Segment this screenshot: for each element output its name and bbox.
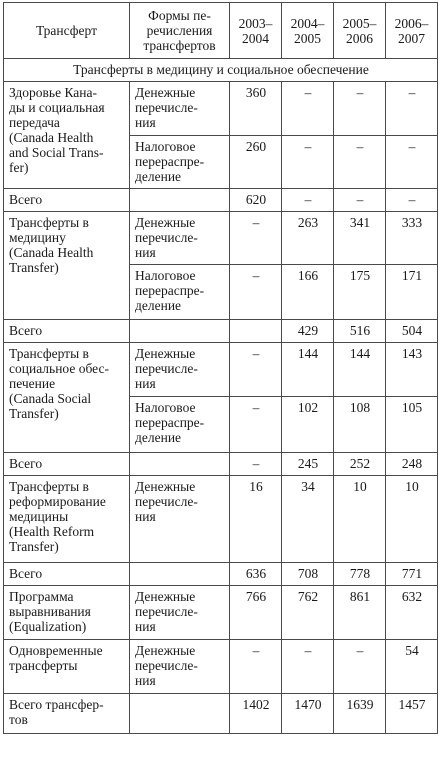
transfer-name: Трансферты в реформирование медицины (Health Reform Transfer) [4,476,130,563]
transfer-name: Здоровье Кана- ды и социальная передача (Canada Health and Social Trans- fer) [4,82,130,189]
total-row [4,320,438,343]
transfer-form: Налоговое перераспре- деление [130,136,230,189]
value-2003-2004: 16 [230,476,282,563]
transfer-name: Программа выравнивания (Equalization) [4,586,130,640]
value-2005-2006: 778 [334,563,386,586]
value-2003-2004: – [230,265,282,320]
section-row [4,59,438,82]
value-2003-2004: – [230,453,282,476]
value-2003-2004: 636 [230,563,282,586]
value-2006-2007: 171 [386,265,438,320]
transfer-form: Налоговое перераспре- деление [130,265,230,320]
value-2005-2006: – [334,82,386,136]
transfer-form: Денежные перечисле- ния [130,640,230,694]
value-2005-2006: 175 [334,265,386,320]
table-row [4,82,438,136]
value-2004-2005: 708 [282,563,334,586]
total-label: Всего [4,563,130,586]
value-2006-2007: 105 [386,397,438,453]
value-2003-2004: 1402 [230,694,282,734]
value-2006-2007: – [386,82,438,136]
value-2004-2005: 166 [282,265,334,320]
value-2003-2004: 260 [230,136,282,189]
transfer-form: Денежные перечисле- ния [130,82,230,136]
total-row [4,453,438,476]
value-2003-2004: – [230,640,282,694]
total-row [4,563,438,586]
value-2004-2005: 245 [282,453,334,476]
total-label: Всего [4,189,130,212]
value-2004-2005: 144 [282,343,334,397]
transfers-table [3,2,438,734]
value-2004-2005: 1470 [282,694,334,734]
value-2005-2006: 516 [334,320,386,343]
value-2005-2006: 252 [334,453,386,476]
transfer-form: Денежные перечисле- ния [130,586,230,640]
table-row [4,476,438,563]
value-2005-2006: – [334,189,386,212]
header-year-2006-2007: 2006– 2007 [386,3,438,59]
table-row [4,343,438,397]
value-2006-2007: 54 [386,640,438,694]
table-row [4,212,438,265]
value-2004-2005: 34 [282,476,334,563]
transfer-form [130,189,230,212]
transfer-form: Денежные перечисле- ния [130,343,230,397]
value-2003-2004: – [230,397,282,453]
value-2006-2007: – [386,189,438,212]
table-row [4,640,438,694]
value-2004-2005: 762 [282,586,334,640]
table-row [4,586,438,640]
value-2003-2004: 766 [230,586,282,640]
value-2006-2007: 632 [386,586,438,640]
grand-total-label: Всего трансфер- тов [4,694,130,734]
value-2003-2004: 360 [230,82,282,136]
value-2004-2005: – [282,136,334,189]
value-2005-2006: 144 [334,343,386,397]
transfer-form: Денежные перечисле- ния [130,212,230,265]
transfer-name: Трансферты в социальное обес- печение (Canada Social Transfer) [4,343,130,453]
value-2006-2007: 1457 [386,694,438,734]
value-2006-2007: 504 [386,320,438,343]
value-2004-2005: – [282,189,334,212]
transfer-form [130,320,230,343]
value-2005-2006: 1639 [334,694,386,734]
transfer-name: Трансферты в медицину (Canada Health Transfer) [4,212,130,320]
header-row [4,3,438,59]
value-2005-2006: 861 [334,586,386,640]
value-2003-2004: 620 [230,189,282,212]
header-year-2003-2004: 2003– 2004 [230,3,282,59]
value-2004-2005: – [282,640,334,694]
header-transfer: Трансферт [4,3,130,59]
value-2005-2006: 10 [334,476,386,563]
section-title: Трансферты в медицину и социальное обеспечение [4,59,438,82]
value-2006-2007: 248 [386,453,438,476]
header-forms: Формы пе- речисления трансфертов [130,3,230,59]
value-2006-2007: 10 [386,476,438,563]
transfer-form [130,453,230,476]
total-label: Всего [4,453,130,476]
value-2005-2006: 108 [334,397,386,453]
value-2006-2007: 143 [386,343,438,397]
value-2005-2006: – [334,640,386,694]
value-2004-2005: – [282,82,334,136]
value-2006-2007: 333 [386,212,438,265]
value-2003-2004: – [230,212,282,265]
transfer-form: Денежные перечисле- ния [130,476,230,563]
transfer-form [130,694,230,734]
value-2006-2007: 771 [386,563,438,586]
transfer-form [130,563,230,586]
value-2004-2005: 102 [282,397,334,453]
value-2003-2004: – [230,343,282,397]
header-year-2004-2005: 2004– 2005 [282,3,334,59]
total-label: Всего [4,320,130,343]
value-2005-2006: 341 [334,212,386,265]
transfer-name: Одновременные трансферты [4,640,130,694]
total-row [4,189,438,212]
value-2005-2006: – [334,136,386,189]
grand-total-row [4,694,438,734]
transfer-form: Налоговое перераспре- деление [130,397,230,453]
value-2004-2005: 429 [282,320,334,343]
header-year-2005-2006: 2005– 2006 [334,3,386,59]
value-2003-2004 [230,320,282,343]
value-2006-2007: – [386,136,438,189]
value-2004-2005: 263 [282,212,334,265]
